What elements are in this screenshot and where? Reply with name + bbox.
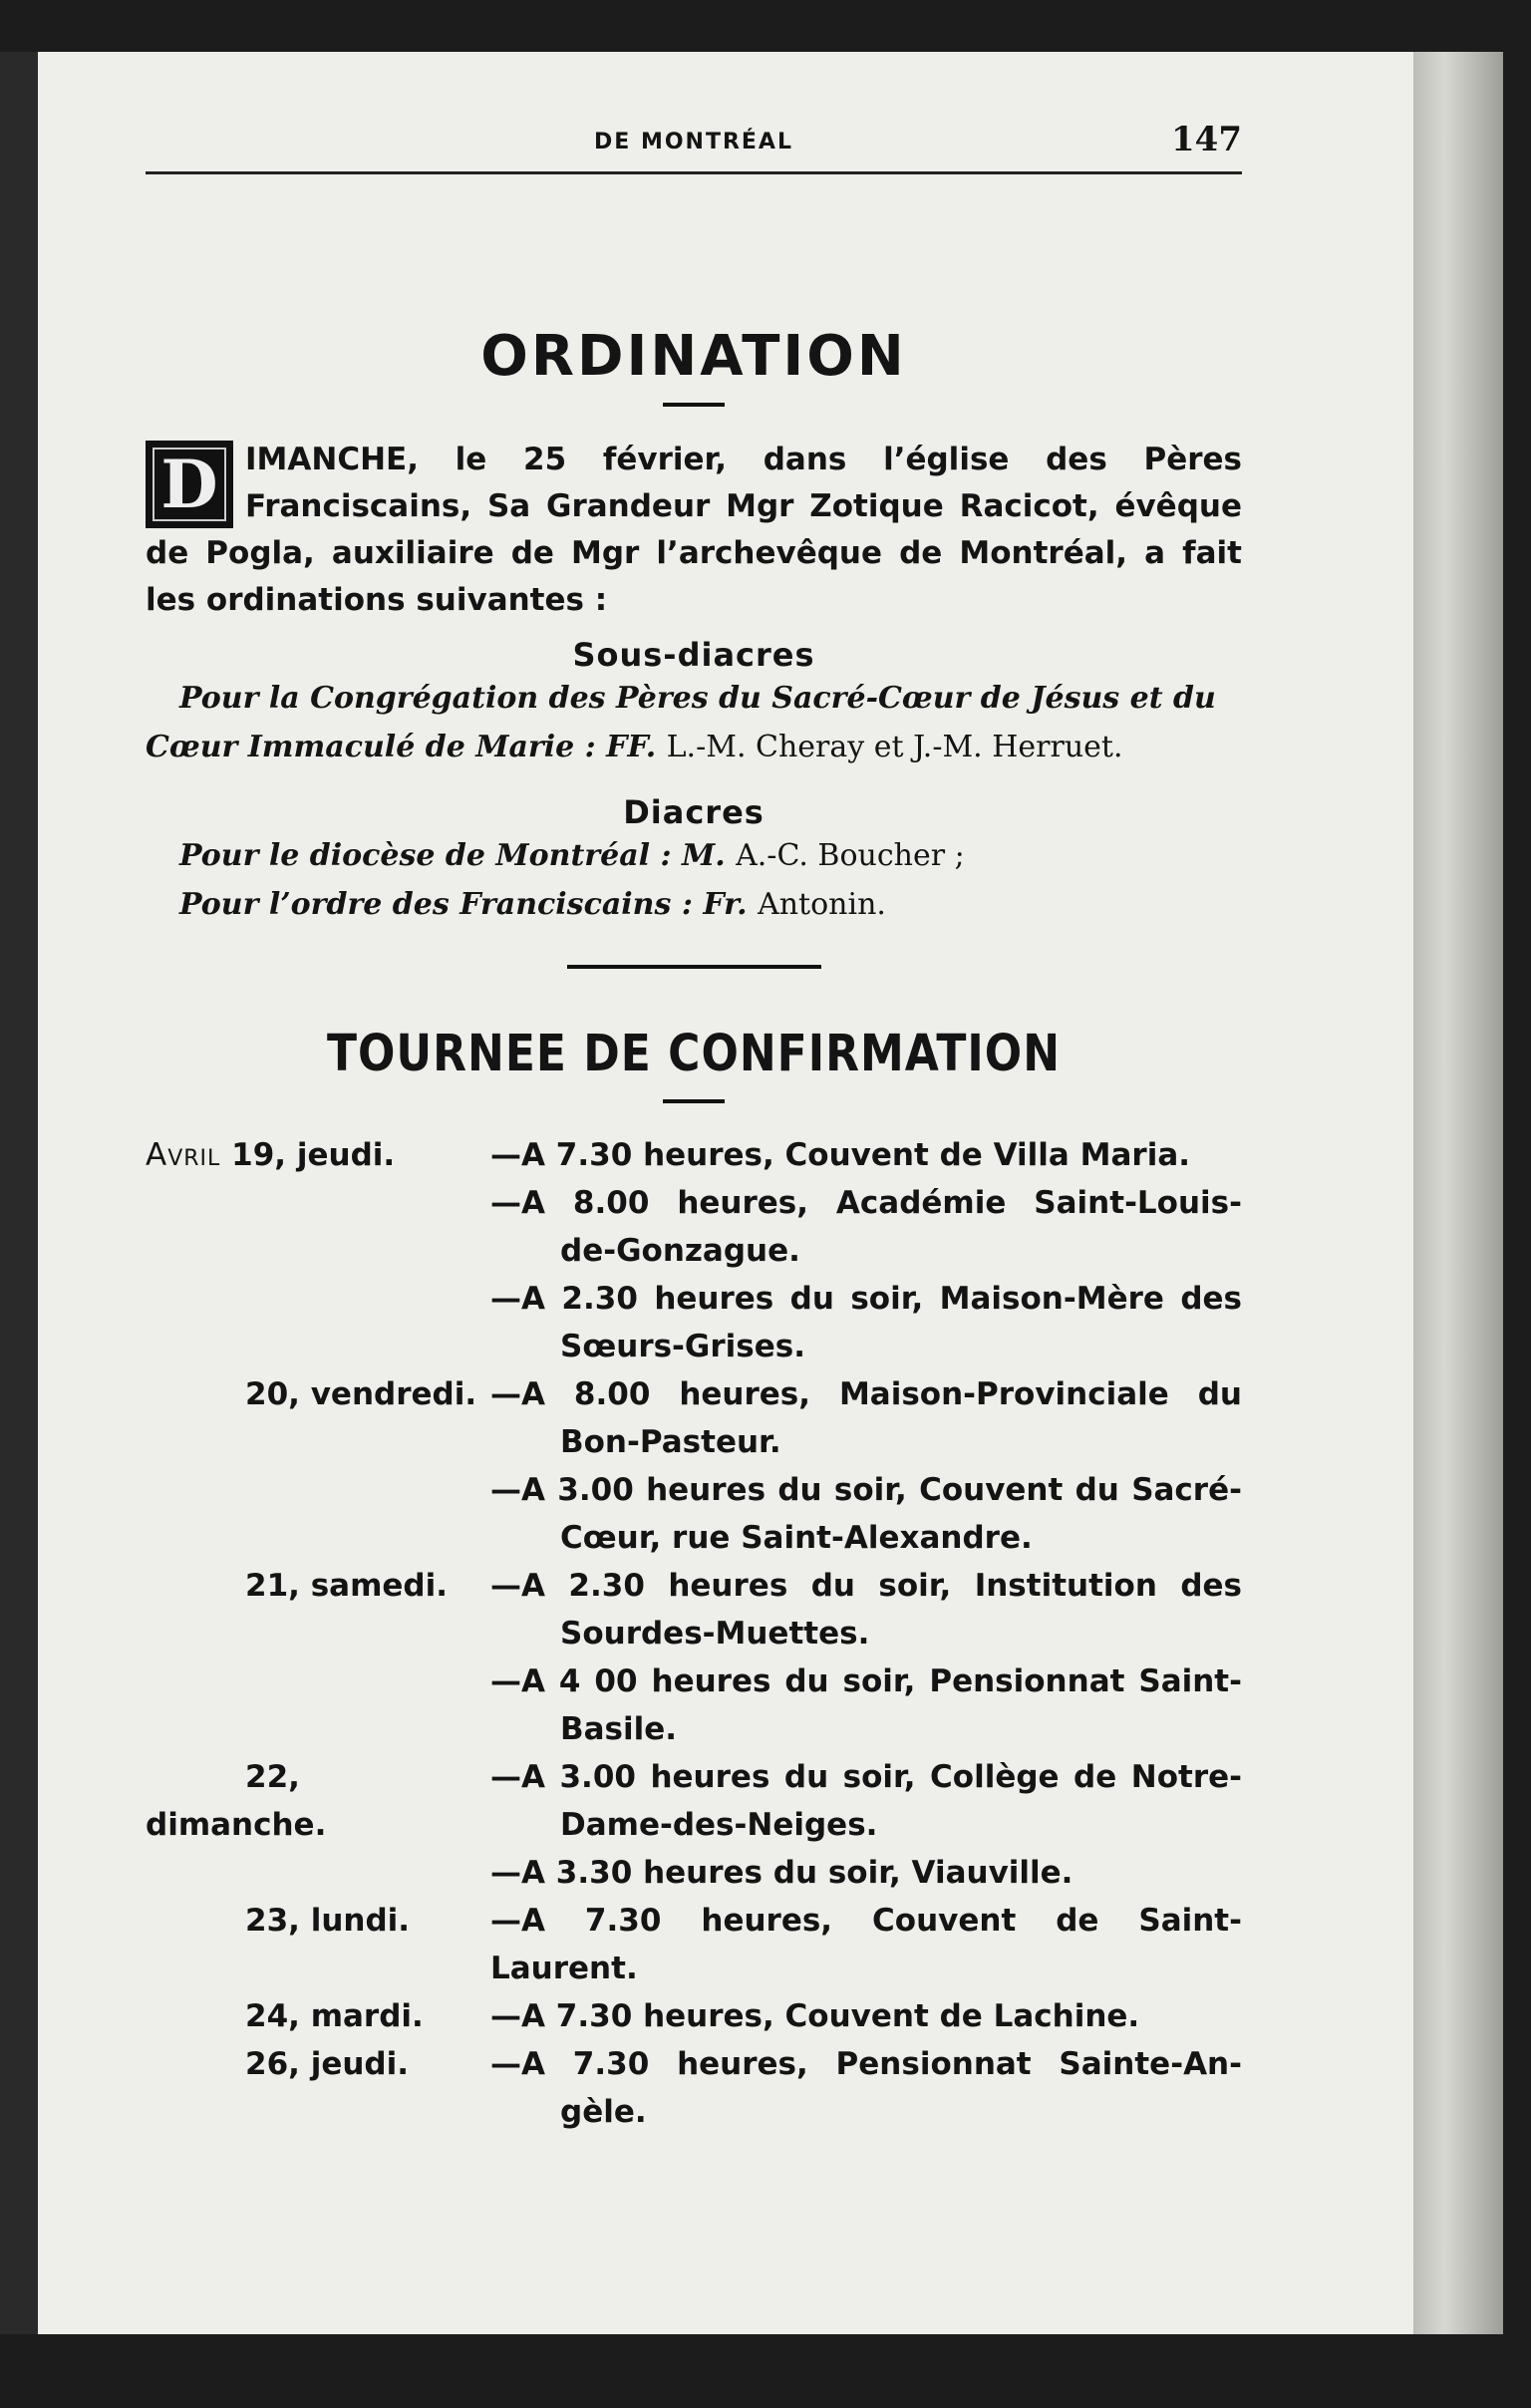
schedule-entry-continuation: Bon-Pasteur. [560, 1424, 781, 1460]
schedule-row [146, 2040, 1242, 2136]
schedule-entry-continuation: Basile. [560, 1711, 678, 1747]
deacons-line-2-italic: Pour l’ordre des Franciscains : Fr. [179, 887, 748, 922]
schedule-day: 26, jeudi. [245, 2046, 410, 2082]
schedule-date [146, 1179, 490, 1275]
schedule-entry-line: —A 3.30 heures du soir, Viauville. [490, 1855, 1073, 1891]
schedule-entry-continuation: Sœurs-Grises. [560, 1329, 805, 1364]
schedule-entry [490, 1562, 1242, 1657]
schedule-entry-line: —A 7.30 heures, Couvent de Saint-Laurent. [490, 1903, 1242, 1986]
subdeacons-line-2-italic: Cœur Immaculé de Marie : FF. [146, 730, 657, 764]
schedule-row [146, 1370, 1242, 1466]
drop-cap: D [146, 441, 233, 528]
schedule-row [146, 1562, 1242, 1657]
schedule-date [146, 1562, 490, 1657]
schedule-entry-continuation: de-Gonzague. [560, 1233, 800, 1269]
schedule-row [146, 1275, 1242, 1370]
deacons-line-2 [146, 880, 1242, 929]
schedule-entry-line: —A 3.00 heures du soir, Collège de Notre- [490, 1759, 1242, 1795]
schedule-date [146, 1849, 490, 1897]
schedule-entry [490, 1131, 1242, 1179]
schedule-entry-continuation: Sourdes-Muettes. [560, 1616, 870, 1652]
schedule-entry [490, 1992, 1242, 2040]
schedule-entry-line: —A 7.30 heures, Pensionnat Sainte-An- [490, 2046, 1242, 2082]
subdeacons-line-2 [146, 723, 1242, 771]
deacons-line-1 [146, 831, 1242, 880]
schedule-entry [490, 1370, 1242, 1466]
schedule-day: 21, samedi. [245, 1568, 448, 1604]
page-edge [1413, 52, 1503, 2334]
subdeacons-names: L.-M. Cheray et J.-M. Herruet. [666, 730, 1123, 764]
book-gutter [0, 52, 38, 2334]
ordination-heading: ORDINATION [480, 324, 907, 389]
schedule-entry-line: —A 2.30 heures du soir, Maison-Mère des [490, 1281, 1242, 1317]
ordination-paragraph [146, 437, 1242, 624]
schedule-day: 22, dimanche. [146, 1759, 327, 1843]
section-rule [567, 965, 821, 969]
running-head-title: DE MONTRÉAL [594, 130, 793, 154]
schedule-entry [490, 1179, 1242, 1275]
schedule-row [146, 1753, 1242, 1849]
book-page [38, 52, 1413, 2334]
schedule-date [146, 1753, 490, 1849]
schedule-entry [490, 1849, 1242, 1897]
deacons-line-1-names: A.-C. Boucher ; [736, 838, 965, 873]
schedule-entry [490, 1275, 1242, 1370]
schedule-day: 23, lundi. [245, 1903, 411, 1939]
subdeacons-line-1: Pour la Congrégation des Pères du Sacré-Cœur de Jésus et du [179, 681, 1216, 716]
deacons-heading: Diacres [623, 793, 765, 831]
schedule-row [146, 1466, 1242, 1562]
schedule-row [146, 1849, 1242, 1897]
schedule-date [146, 1897, 490, 1992]
schedule-date [146, 2040, 490, 2136]
schedule-entry [490, 1897, 1242, 1992]
schedule-entry-continuation: Dame-des-Neiges. [560, 1807, 878, 1843]
schedule-entry-line: —A 8.00 heures, Maison-Provinciale du [490, 1376, 1242, 1412]
deacons-line-1-italic: Pour le diocèse de Montréal : M. [179, 838, 726, 873]
schedule-entry-continuation: Cœur, rue Saint-Alexandre. [560, 1520, 1033, 1556]
schedule-date [146, 1370, 490, 1466]
schedule-entry-line: —A 3.00 heures du soir, Couvent du Sacré- [490, 1472, 1242, 1508]
schedule-row [146, 1179, 1242, 1275]
running-head [146, 112, 1242, 174]
schedule-entry-line: —A 7.30 heures, Couvent de Lachine. [490, 1998, 1140, 2034]
schedule-entry [490, 1657, 1242, 1753]
schedule-entry [490, 1466, 1242, 1562]
ordination-text: IMANCHE, le 25 février, dans l’église des Pères Franciscains, Sa Grandeur Mgr Zotique Racicot, évêque de Pogla, auxiliaire de Mgr l’archevêque de Montréal, a fait les ordinations suivantes : [146, 442, 1242, 618]
schedule-date [146, 1275, 490, 1370]
schedule-entry-line: —A 7.30 heures, Couvent de Villa Maria. [490, 1137, 1191, 1173]
schedule-day: 24, mardi. [245, 1998, 424, 2034]
tournee-heading: TOURNEE DE CONFIRMATION [326, 1025, 1062, 1083]
schedule-entry-line: —A 2.30 heures du soir, Institution des [490, 1568, 1242, 1604]
page-number: 147 [1171, 120, 1242, 159]
schedule-row [146, 1897, 1242, 1992]
subdeacons-heading: Sous-diacres [572, 636, 815, 674]
schedule-entry-continuation: gèle. [560, 2094, 647, 2130]
tournee-heading-rule [663, 1099, 725, 1103]
schedule-entry-line: —A 8.00 heures, Académie Saint-Louis- [490, 1185, 1242, 1221]
schedule-entry-line: —A 4 00 heures du soir, Pensionnat Saint- [490, 1663, 1242, 1699]
schedule-row [146, 1657, 1242, 1753]
confirmation-schedule [146, 1131, 1242, 2136]
schedule-month: Avril [146, 1137, 232, 1173]
schedule-date [146, 1992, 490, 2040]
schedule-entry [490, 1753, 1242, 1849]
schedule-date [146, 1131, 490, 1179]
heading-rule [663, 403, 725, 407]
schedule-entry [490, 2040, 1242, 2136]
schedule-day: 19, jeudi. [231, 1137, 396, 1173]
schedule-row [146, 1131, 1242, 1179]
deacons-line-2-names: Antonin. [758, 887, 886, 922]
schedule-row [146, 1992, 1242, 2040]
page-content [146, 112, 1242, 2136]
schedule-day: 20, vendredi. [245, 1376, 477, 1412]
schedule-date [146, 1657, 490, 1753]
schedule-date [146, 1466, 490, 1562]
